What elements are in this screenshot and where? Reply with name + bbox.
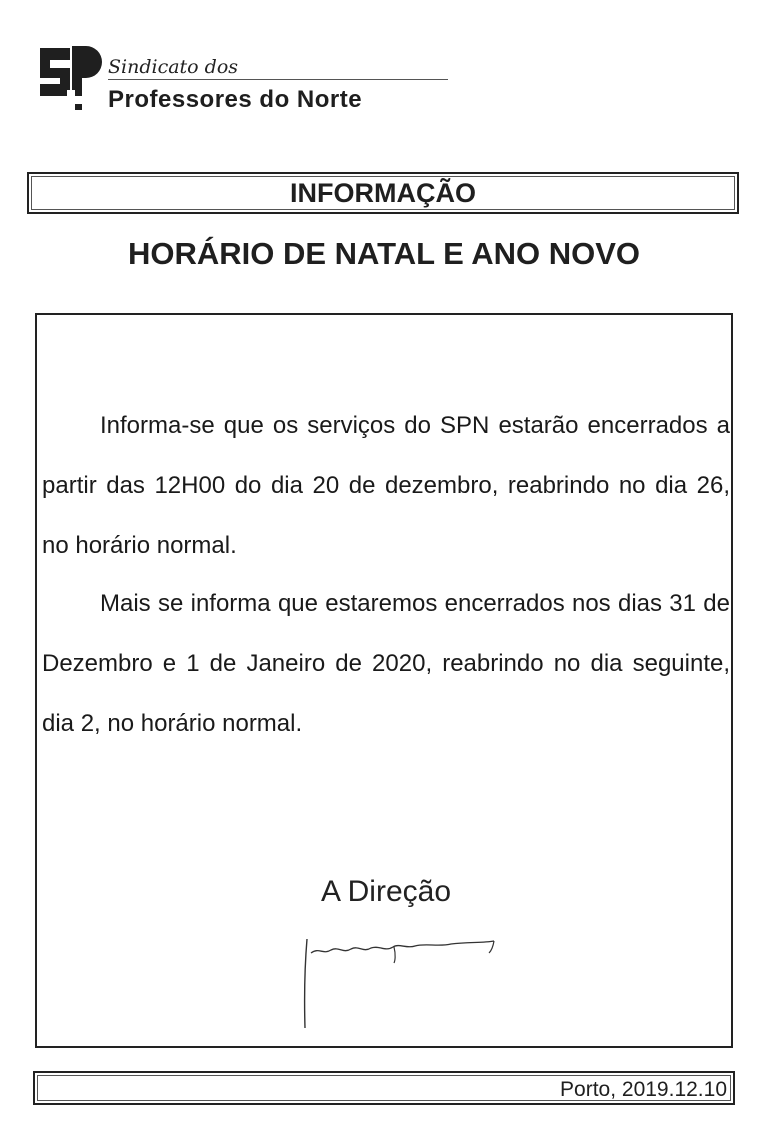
document-title: HORÁRIO DE NATAL E ANO NOVO [127,236,641,271]
notice-body-box [35,313,733,1048]
logo-divider [108,79,448,80]
paragraph-1-text: Informa-se que os serviços do SPN estarão encerrados a partir das 12H00 do dia 20 de dezembro, reabrindo no dia 26, no horário normal. [42,412,730,559]
paragraph-2 [42,574,730,754]
place-date: Porto, 2019.12.10 [560,1078,727,1101]
org-logo [36,42,456,122]
banner-label: INFORMAÇÃO [290,177,476,208]
signoff-label: A Direção [320,875,452,908]
paragraph-2-text: Mais se informa que estaremos encerrados nos dias 31 de Dezembro e 1 de Janeiro de 2020, reabrindo no dia seguinte, dia 2, no horário normal. [42,590,730,737]
footer-box [33,1071,735,1105]
paragraph-1 [42,396,730,576]
org-name-line2: Professores do Norte [108,86,363,113]
spn-logo-icon [36,42,106,118]
org-name-line1: Sindicato dos [108,56,239,78]
handwritten-signature-icon [299,933,499,1033]
information-banner [27,172,739,214]
